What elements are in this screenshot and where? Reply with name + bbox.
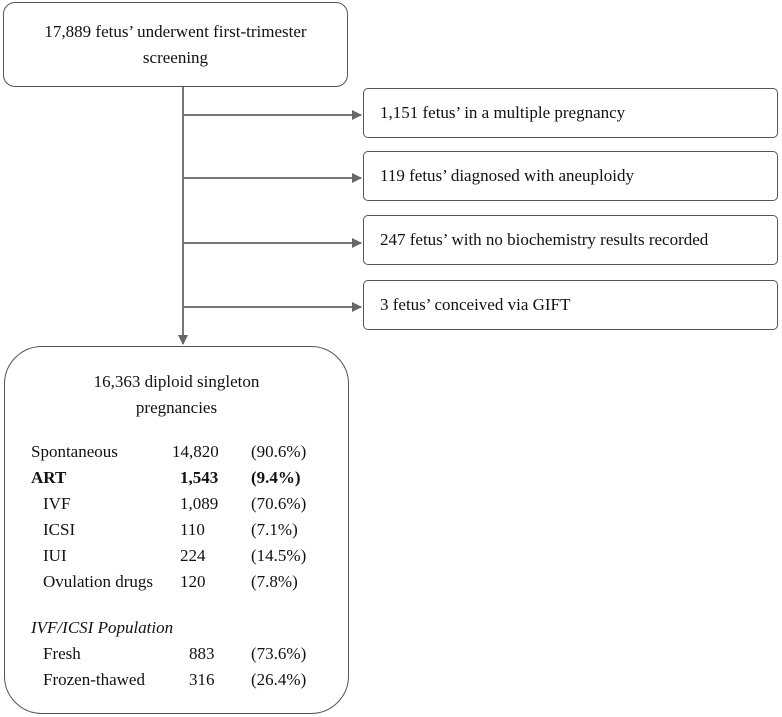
row-pct: (90.6%) [251,442,307,461]
cohort-title-line-1: 16,363 diploid singleton [93,372,260,391]
cohort-box [4,346,349,714]
row-pct: (7.8%) [251,572,298,591]
exclusion-box-multiple-pregnancy [363,88,778,138]
row-label: Spontaneous [31,442,118,461]
row-pct: (7.1%) [251,520,298,539]
row-label: Fresh [43,644,81,663]
cohort-title [5,369,348,421]
exclusion-box-gift [363,280,778,330]
row-fresh [5,641,348,667]
exclusion-text: 1,151 fetus’ in a multiple pregnancy [380,103,626,122]
row-label: Ovulation drugs [43,572,154,591]
exclusion-box-aneuploidy [363,151,778,201]
row-count: 316 [189,670,215,689]
row-label: ICSI [43,520,76,539]
row-label: IVF [43,494,71,513]
row-label: ART [31,468,67,487]
exclusion-text: 119 fetus’ diagnosed with aneuploidy [380,166,635,185]
row-art [5,465,348,491]
row-frozen-thawed [5,667,348,693]
exclusion-text: 3 fetus’ conceived via GIFT [380,295,571,314]
row-pct: (26.4%) [251,670,307,689]
row-iui [5,543,348,569]
exclusion-box-no-biochemistry [363,215,778,265]
screening-line-1: 17,889 fetus’ underwent first-trimester [44,21,307,41]
row-pct: (73.6%) [251,644,307,663]
screening-line-2: screening [142,47,209,67]
cohort-title-line-2: pregnancies [135,398,218,417]
row-count: 883 [189,644,215,663]
row-ivf [5,491,348,517]
row-count: 1,543 [180,468,219,487]
row-count: 14,820 [172,442,219,461]
row-label: IUI [43,546,67,565]
row-icsi [5,517,348,543]
row-count: 224 [180,546,206,565]
row-pct: (9.4%) [251,468,301,487]
screening-box [3,2,348,87]
row-spontaneous [5,439,348,465]
exclusion-text: 247 fetus’ with no biochemistry results recorded [380,230,709,249]
row-count: 1,089 [180,494,219,513]
row-count: 120 [180,572,206,591]
subpopulation-heading: IVF/ICSI Population [31,618,174,637]
row-pct: (14.5%) [251,546,307,565]
row-count: 110 [180,520,205,539]
row-ovulation-drugs [5,569,348,595]
row-label: Frozen-thawed [43,670,145,689]
row-pct: (70.6%) [251,494,307,513]
